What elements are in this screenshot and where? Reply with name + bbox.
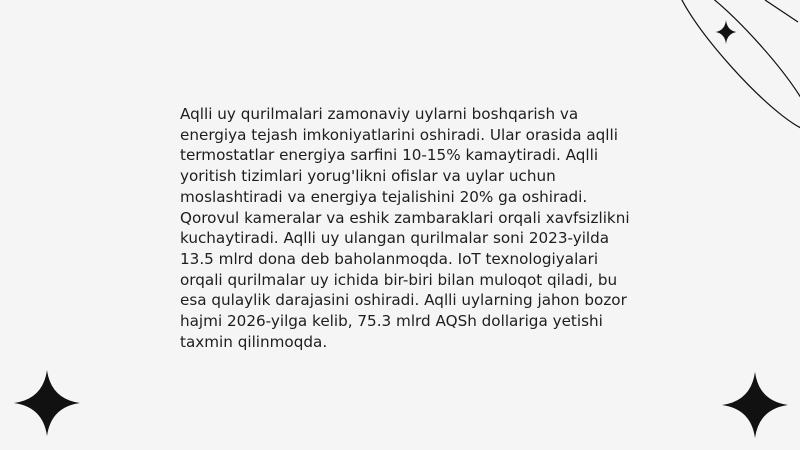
four-point-star-icon (720, 370, 790, 440)
four-point-star-icon (12, 368, 82, 438)
orbit-sparkle-icon (660, 0, 800, 150)
slide-body-text: Aqlli uy qurilmalari zamonaviy uylarni boshqarish va energiya tejash imkoniyatlarini oshiradi. Ular orasida aqlli termostatlar energiya sarfini 10-15% kamaytiradi. Aqlli yoritish tizimlari yorug'likni ofislar va uylar uchun moslashtiradi va energiya tejalishini 20% ga oshiradi. Qorovul kameralar va eshik zambaraklari orqali xavfsizlikni kuchaytiradi. Aqlli uy ulangan qurilmalar soni 2023-yilda 13.5 mlrd dona deb baholanmoqda. IoT texnologiyalari orqali qurilmalar uy ichida bir-biri bilan muloqot qiladi, bu esa qulaylik darajasini oshiradi. Aqlli uylarning jahon bozor hajmi 2026-yilga kelib, 75.3 mlrd AQSh dollariga yetishi taxmin qilinmoqda. (180, 105, 630, 351)
